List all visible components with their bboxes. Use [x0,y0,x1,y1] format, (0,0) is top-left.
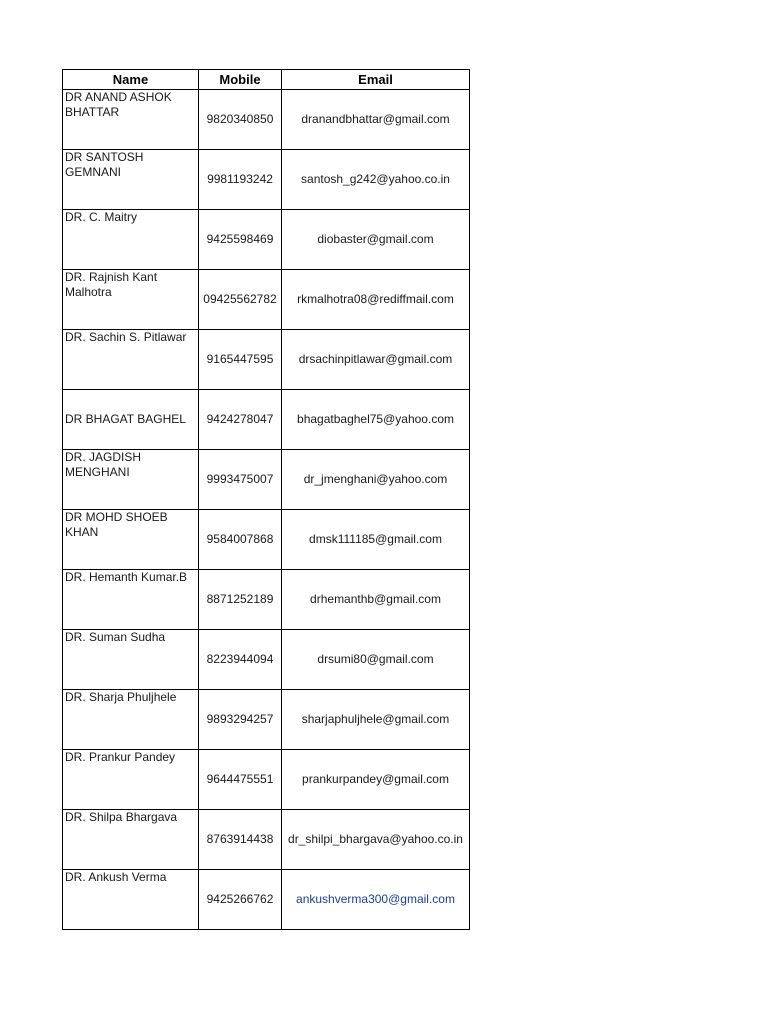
cell-name: DR. Prankur Pandey [63,750,199,810]
cell-email: santosh_g242@yahoo.co.in [282,150,470,210]
cell-mobile: 8223944094 [199,630,282,690]
header-name: Name [63,70,199,90]
cell-name: DR BHAGAT BAGHEL [63,390,199,450]
cell-mobile: 9165447595 [199,330,282,390]
cell-name: DR. JAGDISH MENGHANI [63,450,199,510]
cell-name: DR. C. Maitry [63,210,199,270]
cell-mobile: 8871252189 [199,570,282,630]
cell-email: dr_jmenghani@yahoo.com [282,450,470,510]
header-email: Email [282,70,470,90]
email-link[interactable]: ankushverma300@gmail.com [296,892,455,906]
cell-email: drhemanthb@gmail.com [282,570,470,630]
cell-name: DR. Ankush Verma [63,870,199,930]
table-row [63,330,470,390]
table-row [63,630,470,690]
table-row [63,510,470,570]
cell-email: bhagatbaghel75@yahoo.com [282,390,470,450]
cell-mobile: 9981193242 [199,150,282,210]
table-row [63,150,470,210]
cell-email: sharjaphuljhele@gmail.com [282,690,470,750]
cell-mobile: 9644475551 [199,750,282,810]
cell-mobile: 8763914438 [199,810,282,870]
cell-mobile: 9584007868 [199,510,282,570]
cell-email: rkmalhotra08@rediffmail.com [282,270,470,330]
table-row [63,870,470,930]
cell-name: DR. Suman Sudha [63,630,199,690]
cell-name: DR. Rajnish Kant Malhotra [63,270,199,330]
cell-email: dmsk111185@gmail.com [282,510,470,570]
table-row [63,210,470,270]
table-row [63,390,470,450]
cell-name: DR SANTOSH GEMNANI [63,150,199,210]
cell-email [282,870,470,930]
cell-mobile: 9893294257 [199,690,282,750]
table-row [63,570,470,630]
cell-name: DR. Sharja Phuljhele [63,690,199,750]
cell-email: drsumi80@gmail.com [282,630,470,690]
cell-mobile: 9424278047 [199,390,282,450]
cell-mobile: 9993475007 [199,450,282,510]
table-row [63,690,470,750]
cell-name: DR ANAND ASHOK BHATTAR [63,90,199,150]
cell-email: drsachinpitlawar@gmail.com [282,330,470,390]
cell-mobile: 09425562782 [199,270,282,330]
table-row [63,270,470,330]
header-row [63,70,470,90]
cell-mobile: 9820340850 [199,90,282,150]
table-row [63,90,470,150]
cell-name: DR. Hemanth Kumar.B [63,570,199,630]
table-row [63,750,470,810]
cell-mobile: 9425266762 [199,870,282,930]
cell-name: DR. Sachin S. Pitlawar [63,330,199,390]
cell-email: prankurpandey@gmail.com [282,750,470,810]
cell-name: DR. Shilpa Bhargava [63,810,199,870]
contact-table [62,69,470,930]
header-mobile: Mobile [199,70,282,90]
table-row [63,450,470,510]
cell-name: DR MOHD SHOEB KHAN [63,510,199,570]
cell-mobile: 9425598469 [199,210,282,270]
table-row [63,810,470,870]
cell-email: dranandbhattar@gmail.com [282,90,470,150]
cell-email: diobaster@gmail.com [282,210,470,270]
cell-email: dr_shilpi_bhargava@yahoo.co.in [282,810,470,870]
